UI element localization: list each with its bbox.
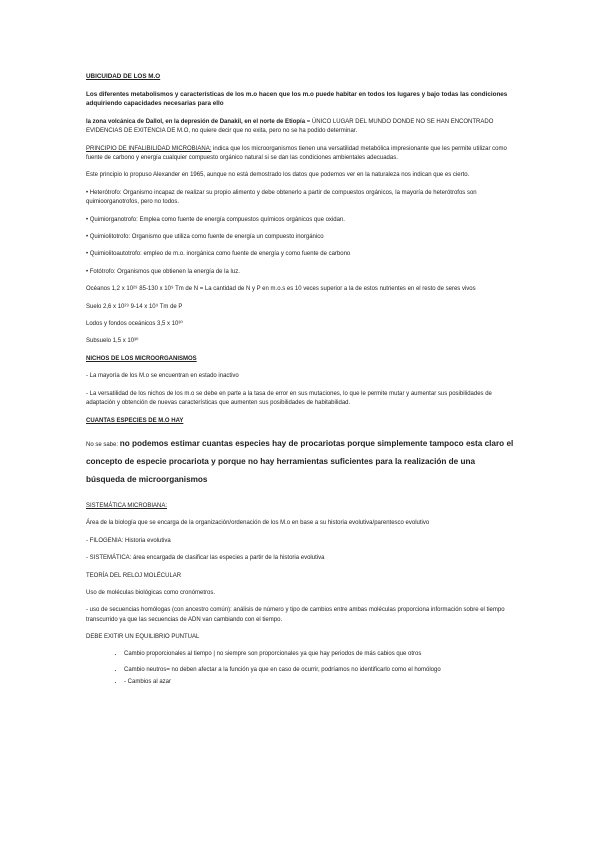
oceanos-line: Océanos 1,2 x 10²⁹ 85-130 x 10⁹ Tm de N = La cantidad de N y P en m.o.s es 10 veces superior a la de estos nutrientes en el resto de seres vivos — [86, 286, 476, 293]
cuantas-heading: CUANTAS ESPECIES DE M.O HAY — [86, 417, 184, 424]
quimiorganotrofo-item: • Quimiorganotrofo: Emplea como fuente de energía compuestos químicos orgánicos que oxidan. — [86, 216, 345, 223]
list-item: • Cambio proporcionales al tiempo | no siempre son proporcionales ya que hay periodos de más cabios que otros — [124, 650, 514, 660]
cuantas-paragraph — [86, 433, 514, 487]
list-item: • Cambio neutros= no deben afectar a la función ya que en caso de ocurrir, podríamos no identificarlo como el homólogo — [124, 666, 514, 676]
principle-label: PRINCIPIO DE INFALIBILIDAD MICROBIANA: — [86, 145, 212, 152]
subsuelo-line: Subsuelo 1,5 x 10³⁰ — [86, 338, 139, 345]
nichos-line-2: - La versatilidad de los nichos de los m.o se debe en parte a la tasa de error en sus mutaciones, lo que le permite mutar y aumentar sus posibilidades de adaptación y obtención de nuevas características que aumenten sus posibilidades de habitabilidad. — [86, 390, 492, 407]
alexander-paragraph: Este principio lo propuso Alexander en 1965, aunque no está demostrado los datos que podemos ver en la naturaleza nos indican que es cierto. — [86, 172, 470, 179]
equilibrio-list — [86, 650, 514, 688]
doc-title: UBICUIDAD DE LOS M.O — [86, 73, 161, 80]
nichos-line-1: - La mayoría de los M.o se encuentran en estado inactivo — [86, 373, 239, 380]
list-item: • - Cambios al azar — [124, 678, 514, 688]
dallol-location: la zona volcánica de Dallol, en la depresión de Danakil, en el norte de Etiopía — [86, 118, 306, 125]
secuencias-paragraph: - uso de secuencias homólogas (con ancestro común): análisis de número y tipo de cambios entre ambas moléculas proporciona información sobre el tiempo transcurrido ya que las secuencias de ADN van cambiando con el tiempo. — [86, 607, 505, 623]
sistematica-heading: SISTEMÁTICA MICROBIANA: — [86, 502, 168, 509]
fototrofo-item: • Fotótrofo: Organismos que obtienen la energía de la luz. — [86, 268, 240, 275]
lodos-line: Lodos y fondos oceánicos 3,5 x 10³⁰ — [86, 321, 183, 328]
heterotrofo-item: • Heterótrofo: Organismo incapaz de realizar su propio alimento y debe obtenerlo a partir de compuestos orgánicos, la mayoría de heterótrofos son quimioorganotrofos, pero no todos. — [86, 189, 477, 206]
suelo-line: Suelo 2,6 x 10²⁹ 9-14 x 10⁹ Tm de P — [86, 303, 183, 310]
quimiolitotrofo-item: • Quimiolitotrofo: Organismo que utiliza como fuente de energía un compuesto inorgánico — [86, 234, 324, 241]
cuantas-text: no podemos estimar cuantas especies hay de procariotas porque simplemente tampoco esta claro el concepto de especie procariota y porque no hay herramientas suficientes para la realización de una búsqueda de microorganismos — [86, 438, 514, 484]
dallol-text: = ÚNICO LUGAR DEL MUNDO DONDE NO SE HAN ENCONTRADO EVIDENCIAS DE EXITENCIA DE M.O, no quiere decir que no exita, pero no se ha podido determinar. — [86, 118, 494, 135]
reloj-heading: TEORÍA DEL RELOJ MOLÉCULAR — [86, 572, 182, 579]
sistematica-line: - SISTEMÁTICA: área encargada de clasificar las especies a partir de la historia evolutiva — [86, 555, 325, 562]
sistematica-definition: Área de la biología que se encarga de la organización/ordenación de los M.o en base a su historia evolutiva/parentesco evolutivo — [86, 520, 430, 527]
intro-paragraph: Los diferentes metabolismos y características de los m.o hacen que los m.o puede habitar en todos los lugares y bajo todas las condiciones adquiriendo capacidades necesarias para ello — [86, 90, 508, 108]
document-body — [86, 72, 514, 687]
filogenia-line: - FILOGENIA: Historia evolutiva — [86, 537, 171, 544]
nichos-heading: NICHOS DE LOS MICROORGANISMOS — [86, 355, 197, 362]
quimiolitoautotrofo-item: • Quimiolitoautotrofo: empleo de m.o. inorgánica como fuente de energía y como fuente de carbono — [86, 251, 351, 258]
dallol-paragraph — [86, 118, 514, 137]
equilibrio-heading: DEBE EXITIR UN EQUILIBRIO PUNTUAL — [86, 634, 200, 641]
cuantas-prefix: No se sabe: — [86, 441, 120, 448]
reloj-text: Uso de moléculas biológicas como cronómetros. — [86, 589, 216, 596]
principle-text: indica que los microorganismos tienen una versatilidad metabólica impresionante que les permite utilizar como fuente de carbono y energía cualquier compuesto orgánico natural si se dan las condiciones ambientales adecuadas. — [86, 145, 507, 161]
principle-paragraph — [86, 145, 514, 164]
